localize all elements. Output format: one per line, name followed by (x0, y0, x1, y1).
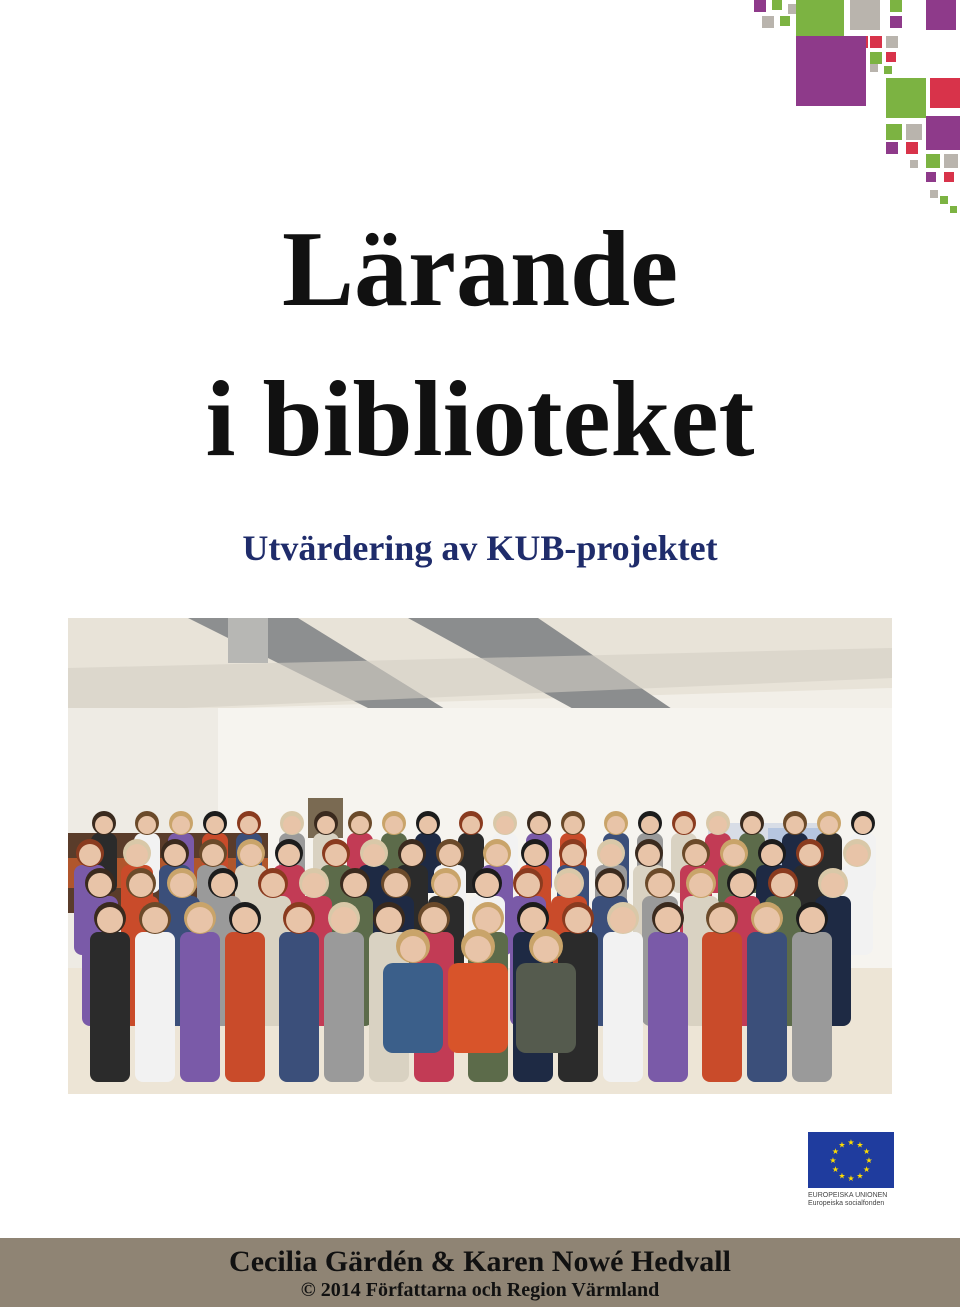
person-face (325, 844, 347, 866)
person-face (187, 907, 213, 933)
person-face (475, 873, 499, 897)
person-face (97, 907, 123, 933)
person-face (761, 844, 783, 866)
person-face (465, 936, 491, 962)
eu-star-icon: ★ (856, 1171, 864, 1181)
person-face (434, 873, 458, 897)
person-body (180, 932, 220, 1082)
person-face (164, 844, 186, 866)
mosaic-square (780, 16, 790, 26)
mosaic-square (926, 0, 956, 30)
person-face (376, 907, 402, 933)
group-photo-illustration (68, 618, 892, 1094)
person-face (685, 844, 707, 866)
decorative-mosaic (740, 0, 960, 215)
person-face (363, 844, 385, 866)
person-face (820, 816, 838, 834)
person-body (747, 932, 787, 1082)
person-body (225, 932, 265, 1082)
person-face (400, 936, 426, 962)
person-face (557, 873, 581, 897)
person-body (603, 932, 643, 1082)
person-face (754, 907, 780, 933)
person-face (261, 873, 285, 897)
eu-star-icon: ★ (865, 1156, 873, 1165)
person-face (343, 873, 367, 897)
person-body (90, 932, 130, 1082)
eu-logo-line-1: EUROPEISKA UNIONEN (808, 1192, 888, 1199)
person-face (232, 907, 258, 933)
person-face (421, 907, 447, 933)
person-face (496, 816, 514, 834)
person-face (79, 844, 101, 866)
person-face (689, 873, 713, 897)
person-face (730, 873, 754, 897)
person-face (486, 844, 508, 866)
person-face (172, 816, 190, 834)
person-face (771, 873, 795, 897)
mosaic-square (870, 52, 882, 64)
mosaic-square (772, 0, 782, 10)
person-body (383, 963, 443, 1053)
person-body (279, 932, 319, 1082)
person-face (600, 844, 622, 866)
mosaic-square (940, 196, 948, 204)
person-face (743, 816, 761, 834)
mosaic-square (886, 52, 896, 62)
person-face (799, 907, 825, 933)
person-face (638, 844, 660, 866)
person-face (641, 816, 659, 834)
mosaic-square (796, 36, 866, 106)
person-face (533, 936, 559, 962)
mosaic-square (906, 124, 922, 140)
mosaic-square (762, 16, 774, 28)
person-face (723, 844, 745, 866)
person-face (142, 907, 168, 933)
person-face (129, 873, 153, 897)
person-face (564, 816, 582, 834)
person-face (520, 907, 546, 933)
mosaic-square (944, 172, 954, 182)
mosaic-square (890, 16, 902, 28)
mosaic-square (884, 66, 892, 74)
mosaic-square (944, 154, 958, 168)
person-face (648, 873, 672, 897)
person-face (286, 907, 312, 933)
person-face (846, 844, 868, 866)
authors: Cecilia Gärdén & Karen Nowé Hedvall (229, 1245, 731, 1278)
person-face (598, 873, 622, 897)
person-face (240, 816, 258, 834)
person-face (419, 816, 437, 834)
mosaic-square (886, 124, 902, 140)
mosaic-square (930, 190, 938, 198)
mosaic-square (910, 160, 918, 168)
group-photo (68, 618, 892, 1094)
eu-star-icon: ★ (829, 1156, 837, 1165)
person-face (384, 873, 408, 897)
person-face (351, 816, 369, 834)
person-face (88, 873, 112, 897)
mosaic-square (850, 0, 880, 30)
mosaic-square (886, 36, 898, 48)
eu-star-icon: ★ (847, 1138, 855, 1147)
person-face (709, 907, 735, 933)
subtitle: Utvärdering av KUB-projektet (242, 528, 718, 568)
person-face (524, 844, 546, 866)
eu-star-icon: ★ (856, 1140, 864, 1150)
person-face (202, 844, 224, 866)
eu-logo-line-2: Europeiska socialfonden (808, 1200, 885, 1207)
eu-star-icon: ★ (863, 1165, 871, 1174)
person-face (331, 907, 357, 933)
person-face (565, 907, 591, 933)
person-face (95, 816, 113, 834)
person-face (516, 873, 540, 897)
mosaic-square (886, 78, 926, 118)
person-face (610, 907, 636, 933)
person-face (302, 873, 326, 897)
eu-star-icon: ★ (863, 1147, 871, 1156)
title-line-1: Lärande (281, 210, 679, 329)
person-face (401, 844, 423, 866)
person-face (240, 844, 262, 866)
eu-logo (808, 1132, 894, 1208)
person-body (702, 932, 742, 1082)
person-face (385, 816, 403, 834)
mosaic-square (870, 64, 878, 72)
copyright: © 2014 Författarna och Region Värmland (300, 1279, 660, 1301)
person-face (709, 816, 727, 834)
mosaic-square (930, 78, 960, 108)
eu-star-icon: ★ (838, 1171, 846, 1181)
person-body (448, 963, 508, 1053)
person-face (821, 873, 845, 897)
person-face (278, 844, 300, 866)
mosaic-square (926, 172, 936, 182)
title-line-2: i biblioteket (205, 360, 755, 479)
person-face (607, 816, 625, 834)
mosaic-square (870, 36, 882, 48)
person-body (516, 963, 576, 1053)
eu-star-icon: ★ (838, 1140, 846, 1150)
person-face (439, 844, 461, 866)
person-face (675, 816, 693, 834)
person-body (135, 932, 175, 1082)
mosaic-square (926, 116, 960, 150)
person-face (170, 873, 194, 897)
person-face (283, 816, 301, 834)
person-face (317, 816, 335, 834)
person-face (211, 873, 235, 897)
mosaic-square (754, 0, 766, 12)
person-face (462, 816, 480, 834)
person-face (799, 844, 821, 866)
person-face (655, 907, 681, 933)
mosaic-square (906, 142, 918, 154)
person-face (562, 844, 584, 866)
person-face (206, 816, 224, 834)
person-face (126, 844, 148, 866)
eu-star-icon: ★ (847, 1174, 855, 1183)
eu-star-icon: ★ (831, 1165, 839, 1174)
eu-star-icon: ★ (831, 1147, 839, 1156)
person-face (854, 816, 872, 834)
mosaic-square (890, 0, 902, 12)
person-face (138, 816, 156, 834)
person-body (792, 932, 832, 1082)
person-face (786, 816, 804, 834)
eu-flag-icon (808, 1132, 894, 1188)
person-body (648, 932, 688, 1082)
eu-logo-text (808, 1192, 894, 1208)
person-body (324, 932, 364, 1082)
mosaic-square (886, 142, 898, 154)
person-face (530, 816, 548, 834)
mosaic-square (926, 154, 940, 168)
